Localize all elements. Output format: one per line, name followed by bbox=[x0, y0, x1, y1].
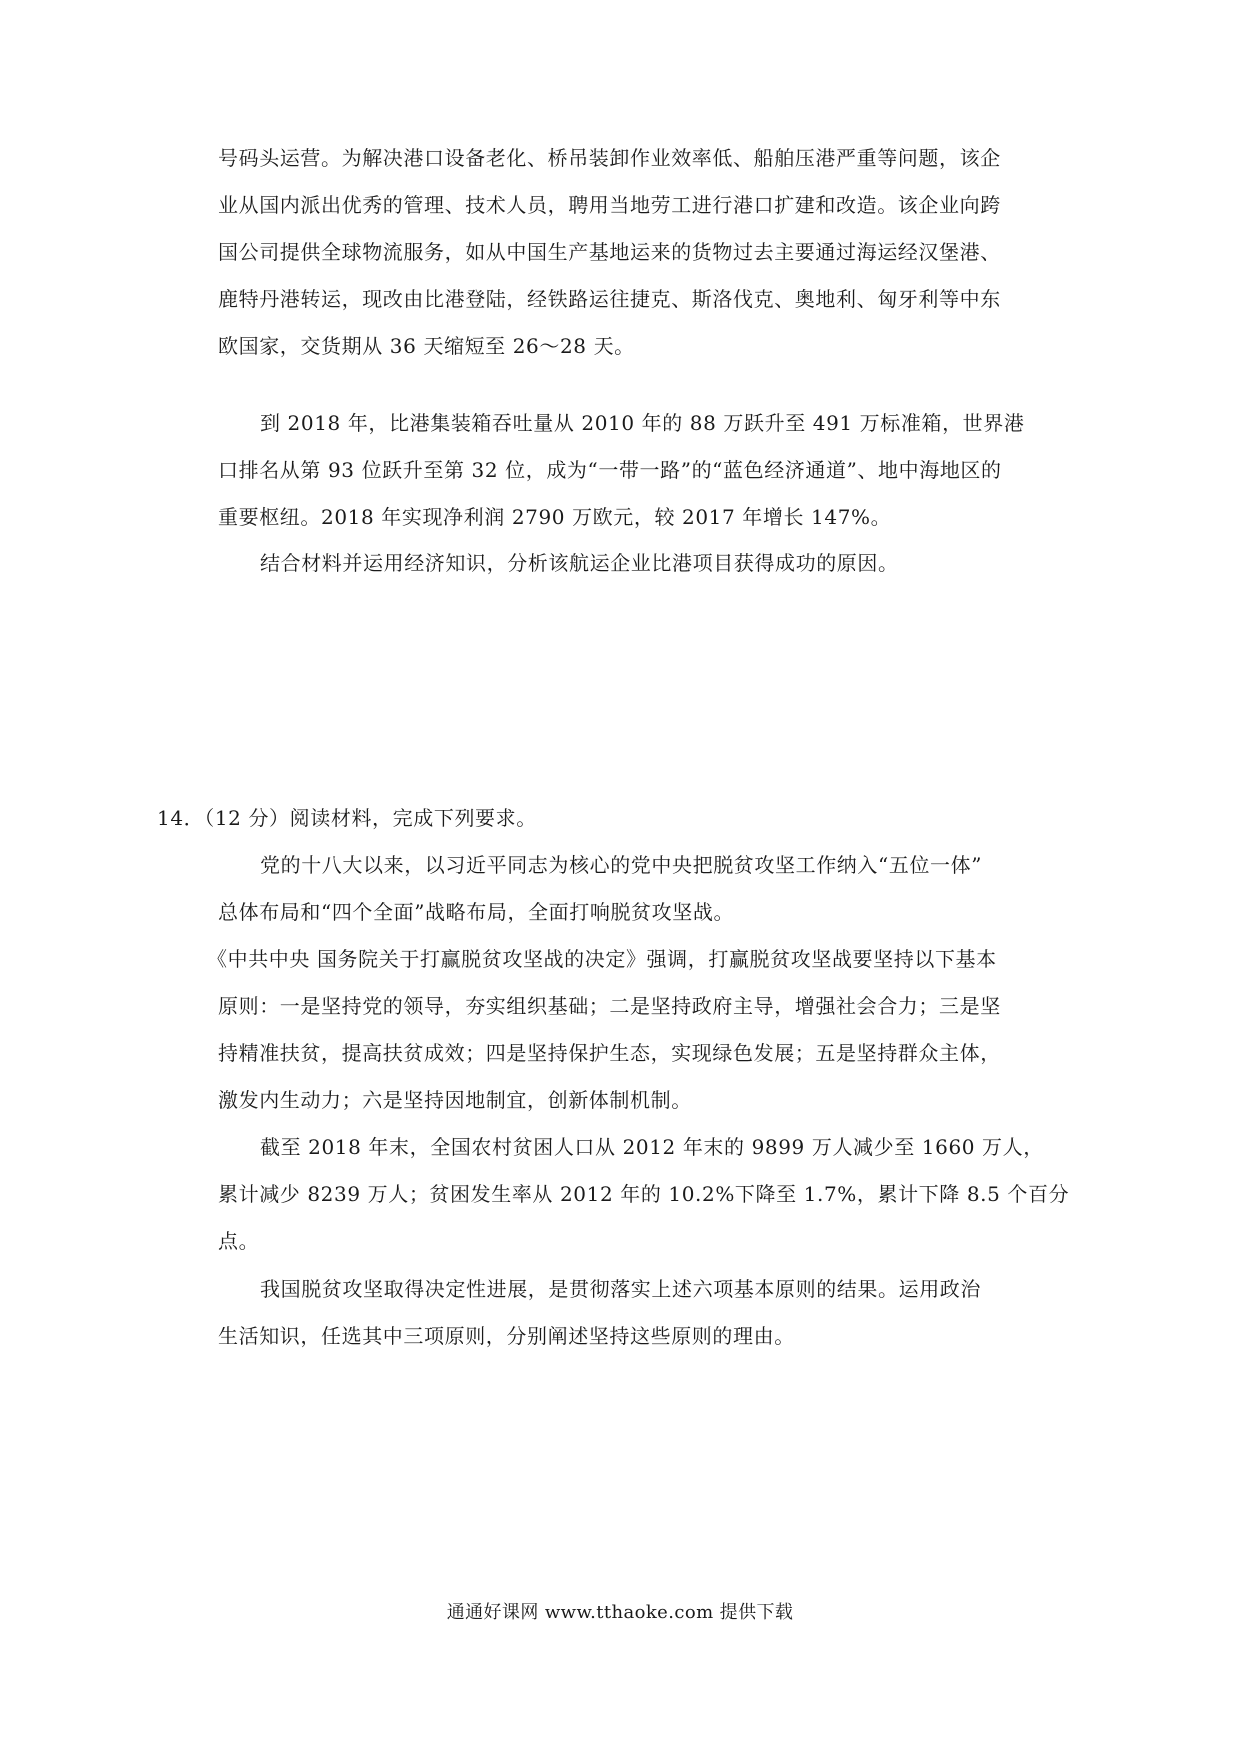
passage-question-prompt bbox=[260, 540, 899, 587]
footer-text: 通通好课网 www.tthaoke.com 提供下载 bbox=[446, 1602, 794, 1623]
text-line: 总体布局和“四个全面”战略布局，全面打响脱贫攻坚战。 bbox=[218, 900, 735, 924]
text-line: 生活知识，任选其中三项原则，分别阐述坚持这些原则的理由。 bbox=[218, 1324, 795, 1348]
passage-paragraph-1 bbox=[218, 135, 1001, 370]
question-14-heading bbox=[157, 795, 537, 842]
text-line: 《中共中央 国务院关于打赢脱贫攻坚战的决定》强调，打赢脱贫攻坚战要坚持以下基本 bbox=[207, 947, 997, 971]
text-line: 原则：一是坚持党的领导，夯实组织基础；二是坚持政府主导，增强社会合力；三是坚 bbox=[218, 994, 1001, 1018]
page-footer bbox=[0, 1598, 1240, 1624]
question-14-paragraph-2 bbox=[207, 936, 1001, 1124]
text-line: 业从国内派出优秀的管理、技术人员，聘用当地劳工进行港口扩建和改造。该企业向跨 bbox=[218, 193, 1001, 217]
text-line: 号码头运营。为解决港口设备老化、桥吊装卸作业效率低、船舶压港严重等问题，该企 bbox=[218, 146, 1001, 170]
text-line: 国公司提供全球物流服务，如从中国生产基地运来的货物过去主要通过海运经汉堡港、 bbox=[218, 240, 1001, 264]
text-line: 到 2018 年，比港集装箱吞吐量从 2010 年的 88 万跃升至 491 万标准箱，世界港 bbox=[260, 411, 1025, 435]
text-line: 党的十八大以来，以习近平同志为核心的党中央把脱贫攻坚工作纳入“五位一体” bbox=[260, 853, 983, 877]
question-14-paragraph-1 bbox=[218, 842, 982, 936]
text-line: 欧国家，交货期从 36 天缩短至 26～28 天。 bbox=[218, 334, 635, 358]
passage-paragraph-2 bbox=[218, 400, 1024, 541]
text-line: 累计减少 8239 万人；贫困发生率从 2012 年的 10.2%下降至 1.7%，累计下降 8.5 个百分 bbox=[218, 1182, 1070, 1206]
question-14-paragraph-3 bbox=[218, 1124, 1069, 1265]
text-line: 我国脱贫攻坚取得决定性进展，是贯彻落实上述六项基本原则的结果。运用政治 bbox=[260, 1277, 981, 1301]
text-line: 点。 bbox=[218, 1229, 260, 1253]
text-line: 激发内生动力；六是坚持因地制宜，创新体制机制。 bbox=[218, 1088, 692, 1112]
text-line: 截至 2018 年末，全国农村贫困人口从 2012 年末的 9899 万人减少至 1660 万人， bbox=[260, 1135, 1044, 1159]
text-line: 持精准扶贫，提高扶贫成效；四是坚持保护生态，实现绿色发展；五是坚持群众主体， bbox=[218, 1041, 1001, 1065]
text-line: 重要枢纽。2018 年实现净利润 2790 万欧元，较 2017 年增长 147%。 bbox=[218, 505, 892, 529]
text-line: 鹿特丹港转运，现改由比港登陆，经铁路运往捷克、斯洛伐克、奥地利、匈牙利等中东 bbox=[218, 287, 1001, 311]
text-line: 14．（12 分）阅读材料，完成下列要求。 bbox=[157, 806, 537, 830]
text-line: 口排名从第 93 位跃升至第 32 位，成为“一带一路”的“蓝色经济通道”、地中海地区的 bbox=[218, 458, 1002, 482]
text-line: 结合材料并运用经济知识，分析该航运企业比港项目获得成功的原因。 bbox=[260, 551, 899, 575]
question-14-paragraph-4 bbox=[218, 1266, 981, 1360]
